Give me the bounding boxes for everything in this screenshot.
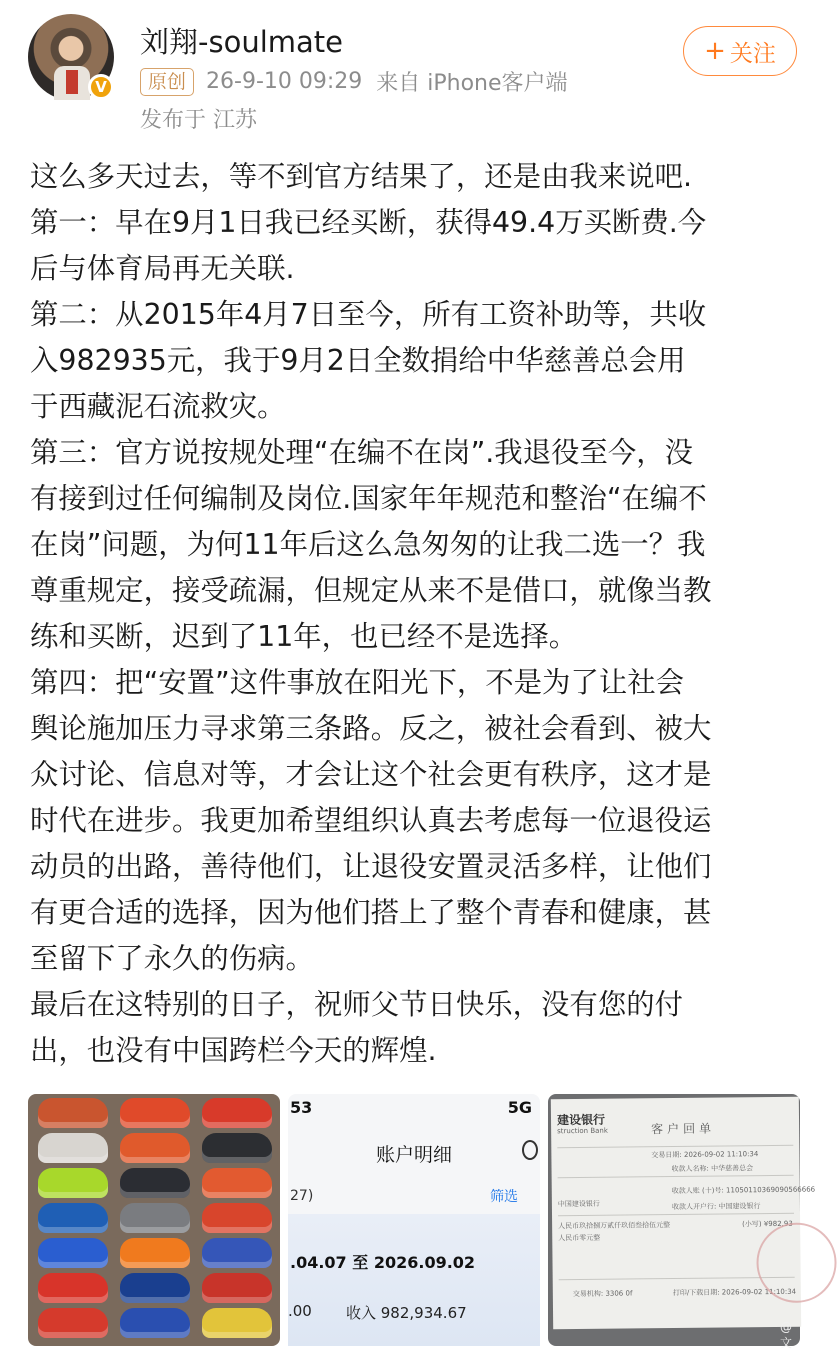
- post-line: 入982935元，我于9月2日全数捐给中华慈善总会用: [30, 344, 686, 377]
- follow-button[interactable]: [683, 26, 797, 76]
- post-source: 来自 iPhone客户端: [376, 71, 568, 96]
- phone-status-bar: [288, 1094, 540, 1122]
- post-header: [0, 0, 828, 140]
- receipt-rule: [557, 1145, 793, 1148]
- account-selector: 27): [290, 1188, 314, 1204]
- shoe-photo-item: [120, 1133, 190, 1163]
- shoe-photo-item: [120, 1308, 190, 1338]
- shoe-photo-item: [202, 1203, 272, 1233]
- receipt-receiver: 收款人名称: 中华慈善总会: [671, 1164, 754, 1174]
- status-signal: 5G: [507, 1098, 532, 1117]
- post-line: 至留下了永久的伤病。: [30, 942, 314, 975]
- plus-icon: +: [704, 36, 726, 66]
- receipt-payer-bank: 收款人开户行: 中国建设银行: [671, 1202, 761, 1212]
- original-tag: 原创: [140, 68, 194, 96]
- post-meta: [140, 66, 568, 97]
- avatar-tie: [66, 70, 78, 94]
- shoe-photo-item: [120, 1238, 190, 1268]
- shoe-photo-item: [120, 1098, 190, 1128]
- shoe-photo-item: [38, 1098, 108, 1128]
- post-line: 第一：早在9月1日我已经买断，获得49.4万买断费.今: [30, 206, 707, 239]
- receipt-trade-date: 交易日期: 2026-09-02 11:10:34: [651, 1150, 759, 1160]
- shoe-photo-item: [202, 1308, 272, 1338]
- receipt-bank-en: struction Bank: [557, 1126, 608, 1136]
- receipt-memo2: 人民币零元整: [558, 1233, 601, 1243]
- image-gallery: [28, 1094, 816, 1350]
- shoe-photo-item: [202, 1133, 272, 1163]
- shoe-photo-item: [202, 1098, 272, 1128]
- shoe-photo-item: [202, 1168, 272, 1198]
- shoe-photo-item: [38, 1203, 108, 1233]
- post-line: 练和买断，迟到了11年，也已经不是选择。: [30, 620, 578, 653]
- post-line: 于西藏泥石流救灾。: [30, 390, 286, 423]
- receipt-bank-name: 中国建设银行: [557, 1199, 600, 1209]
- shoe-photo-item: [120, 1168, 190, 1198]
- post-line: 动员的出路，善待他们，让退役安置灵活多样，让他们: [30, 850, 712, 883]
- follow-label: 关注: [729, 40, 776, 67]
- receipt-header: 客户回单: [651, 1121, 716, 1137]
- weibo-watermark: @文: [780, 1320, 793, 1350]
- shoe-photo-item: [202, 1273, 272, 1303]
- shoe-photo-item: [202, 1238, 272, 1268]
- username[interactable]: 刘翔-soulmate: [140, 25, 343, 59]
- post-line: 在岗”问题，为何11年后这么急匆匆的让我二选一？我: [30, 528, 706, 561]
- post-line: 后与体育局再无关联.: [30, 252, 295, 285]
- receipt-org: 交易机构: 3306 0f: [572, 1289, 633, 1299]
- post-line: 舆论施加压力寻求第三条路。反之，被社会看到、被大: [30, 712, 712, 745]
- date-range: .04.07 至 2026.09.02: [290, 1253, 476, 1272]
- post-location: 发布于 江苏: [140, 108, 257, 133]
- post-line: 这么多天过去，等不到官方结果了，还是由我来说吧.: [30, 160, 693, 193]
- post-line: 有接到过任何编制及岗位.国家年年规范和整治“在编不: [30, 482, 707, 515]
- receipt-memo: 人民币玖拾捌万贰仟玖佰叁拾伍元整: [558, 1221, 671, 1231]
- shoe-photo-item: [38, 1133, 108, 1163]
- post-line: 第四：把“安置”这件事放在阳光下，不是为了让社会: [30, 666, 685, 699]
- filter-label: 筛选: [490, 1189, 518, 1205]
- post-line: 出，也没有中国跨栏今天的辉煌.: [30, 1034, 437, 1067]
- account-title: 账户明细: [375, 1144, 452, 1166]
- shoe-photo-item: [38, 1168, 108, 1198]
- post-time: 26-9-10 09:29: [206, 69, 363, 94]
- shoes-photo-thumbnail[interactable]: [28, 1094, 280, 1346]
- search-icon: [522, 1140, 538, 1160]
- shoe-photo-item: [38, 1238, 108, 1268]
- verified-icon: V: [88, 74, 114, 100]
- income-value: 收入 982,934.67: [346, 1304, 467, 1322]
- post-body: [30, 154, 802, 1074]
- receipt-paper: [551, 1097, 816, 1330]
- shoe-photo-item: [120, 1273, 190, 1303]
- bank-stamp: [756, 1222, 837, 1303]
- status-time: 53: [290, 1098, 313, 1117]
- account-screenshot-thumbnail[interactable]: [288, 1094, 540, 1346]
- account-summary-band: [288, 1214, 540, 1346]
- post-line: 第二：从2015年4月7日至今，所有工资补助等，共收: [30, 298, 707, 331]
- shoe-photo-item: [120, 1203, 190, 1233]
- receipt-bank: 建设银行: [556, 1112, 606, 1128]
- post-line: 最后在这特别的日子，祝师父节日快乐，没有您的付: [30, 988, 683, 1021]
- bank-receipt-thumbnail[interactable]: [548, 1094, 816, 1350]
- receipt-rule: [558, 1213, 794, 1216]
- expense-value: .00: [288, 1302, 312, 1320]
- receipt-rule: [558, 1175, 794, 1178]
- receipt-account: 收款人账 (十)号: 11050110369090566666: [671, 1185, 816, 1196]
- receipt-print-date: 打印/下载日期: 2026-09-02 11:10:34: [672, 1287, 797, 1298]
- post-line: 众讨论、信息对等，才会让这个社会更有秩序，这才是: [30, 758, 712, 791]
- shoe-photo-item: [38, 1273, 108, 1303]
- post-line: 第三：官方说按规处理“在编不在岗”.我退役至今，没: [30, 436, 694, 469]
- post-line: 有更合适的选择，因为他们搭上了整个青春和健康，甚: [30, 896, 712, 929]
- shoe-photo-item: [38, 1308, 108, 1338]
- receipt-amount: (小写) ¥982,93: [742, 1219, 793, 1229]
- post-line: 尊重规定，接受疏漏，但规定从来不是借口，就像当教: [30, 574, 712, 607]
- post-line: 时代在进步。我更加希望组织认真去考虑每一位退役运: [30, 804, 712, 837]
